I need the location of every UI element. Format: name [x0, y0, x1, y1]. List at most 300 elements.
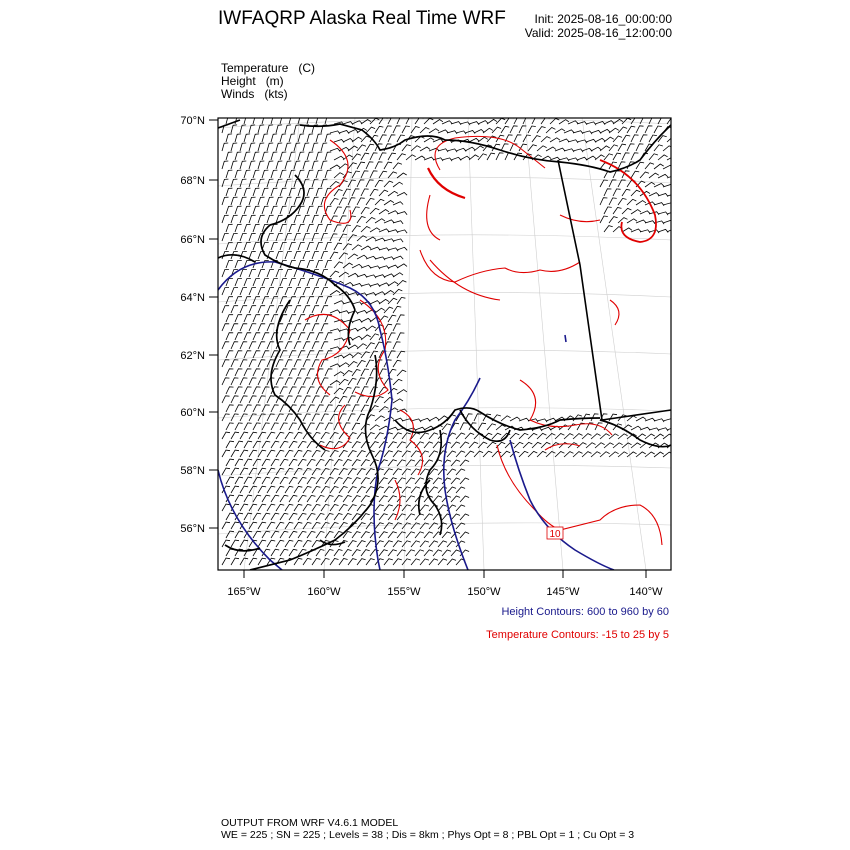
wind-barb	[262, 477, 270, 484]
wind-barb	[294, 522, 302, 529]
wind-barb	[226, 369, 233, 376]
wind-barb	[262, 495, 270, 502]
wind-barb	[222, 197, 229, 205]
wind-barb	[330, 329, 340, 332]
wind-barb	[289, 513, 297, 520]
wind-barb	[235, 279, 242, 286]
wind-barb	[375, 433, 384, 439]
wind-barb	[325, 550, 334, 557]
wind-barb	[325, 387, 333, 394]
lat-label: 66°N	[180, 234, 205, 246]
wind-barb	[474, 130, 484, 134]
wind-barb	[262, 206, 269, 214]
wind-barb	[366, 180, 374, 187]
wind-barb	[469, 122, 479, 125]
wind-barb	[370, 228, 380, 232]
wind-barb	[478, 154, 487, 160]
wind-barb	[276, 522, 284, 529]
wind-barb	[582, 148, 592, 151]
wind-barb	[343, 244, 352, 250]
wind-barb	[249, 522, 257, 529]
wind-barb	[330, 505, 339, 512]
wind-barb	[366, 378, 373, 385]
wind-barb	[285, 251, 292, 259]
wind-barb	[244, 351, 251, 358]
wind-barb	[303, 324, 310, 331]
wind-barb	[537, 451, 546, 457]
wind-barb	[334, 207, 342, 214]
wind-barb	[222, 215, 229, 223]
wind-barb	[339, 164, 349, 169]
wind-barb	[334, 550, 343, 557]
wind-barb	[348, 469, 357, 475]
wind-barb	[289, 315, 296, 322]
wind-barb	[321, 558, 330, 565]
wind-barb	[298, 351, 305, 358]
wind-barb	[316, 333, 323, 340]
wind-barb	[420, 541, 429, 547]
wind-barb	[366, 275, 376, 278]
wind-barb	[411, 146, 421, 151]
wind-barb	[460, 156, 470, 160]
wind-barb	[348, 505, 357, 511]
wind-barb	[361, 227, 370, 233]
wind-barb	[244, 405, 252, 412]
wind-barb	[258, 486, 266, 493]
wind-barb	[442, 121, 452, 124]
wind-barb	[361, 284, 371, 287]
wind-barb	[276, 288, 283, 295]
graticule	[218, 118, 671, 570]
wind-barb	[465, 147, 475, 151]
wind-barb	[352, 423, 360, 430]
wind-barb	[469, 155, 479, 160]
wind-barb	[393, 469, 402, 475]
wind-barb	[438, 541, 447, 547]
wind-barb	[271, 477, 279, 484]
wind-barb	[267, 432, 275, 439]
wind-barb	[352, 532, 361, 538]
wind-barb	[258, 306, 265, 313]
wind-barb	[222, 378, 229, 385]
wind-barb	[253, 242, 260, 250]
wind-barb	[244, 333, 251, 340]
wind-barb	[631, 210, 641, 214]
wind-barb	[667, 175, 677, 178]
wind-barb	[330, 347, 340, 350]
wind-barb	[402, 541, 411, 547]
wind-barb	[456, 433, 465, 439]
lat-label: 58°N	[180, 465, 205, 477]
wind-barb	[393, 289, 402, 295]
wind-barb	[406, 460, 415, 466]
wind-barb	[280, 441, 288, 448]
wind-barb	[487, 424, 496, 430]
wind-barb	[334, 173, 344, 178]
wind-barb	[240, 432, 248, 439]
wind-barb	[316, 261, 323, 269]
temperature-contours	[305, 136, 662, 545]
wind-barb	[465, 433, 474, 439]
wind-barb	[231, 143, 237, 151]
map-frame	[218, 118, 671, 570]
wind-barb	[406, 496, 415, 502]
wind-barb	[285, 270, 292, 278]
wind-barb	[343, 122, 353, 125]
wind-barb	[276, 540, 284, 547]
wind-barb	[393, 399, 403, 403]
wind-barb	[366, 198, 374, 205]
wind-barb	[573, 434, 583, 439]
wind-barb	[411, 127, 420, 134]
wind-barb	[379, 135, 387, 142]
wind-barb	[384, 487, 393, 493]
wind-barb	[393, 256, 403, 259]
wind-barb	[546, 452, 555, 458]
wind-barb	[604, 154, 613, 160]
wind-barb	[420, 523, 429, 529]
wind-barb	[271, 224, 278, 232]
wind-barb	[388, 172, 397, 178]
wind-barb	[285, 396, 293, 403]
wind-barb	[600, 452, 610, 457]
wind-barb	[262, 297, 269, 304]
wind-barb	[420, 147, 430, 151]
wind-barb	[330, 252, 338, 259]
wind-barb	[348, 487, 357, 493]
wind-barb	[312, 251, 319, 259]
wind-barb	[231, 306, 238, 313]
wind-barb	[249, 324, 256, 331]
wind-barbs	[222, 116, 677, 565]
wind-barb	[438, 433, 447, 439]
wind-barb	[316, 513, 324, 520]
wind-barb	[433, 158, 443, 161]
wind-barb	[366, 256, 376, 259]
wind-barb	[276, 197, 283, 205]
wind-barb	[231, 378, 238, 385]
wind-barb	[357, 505, 366, 511]
wind-barb	[375, 397, 384, 403]
lon-axis	[227, 570, 663, 598]
wind-barb	[285, 125, 291, 133]
wind-barb	[316, 116, 322, 124]
wind-barb	[325, 514, 334, 521]
wind-barb	[631, 171, 639, 178]
wind-barb	[604, 443, 614, 448]
wind-barb	[303, 558, 311, 565]
wind-barb	[276, 306, 283, 313]
wind-barb	[249, 396, 257, 403]
wind-barb	[631, 153, 638, 160]
wind-barb	[514, 135, 521, 142]
wind-barb	[640, 135, 647, 142]
wind-barb	[334, 372, 344, 376]
wind-barb	[276, 378, 283, 385]
wind-barb	[645, 126, 652, 133]
wind-barb	[271, 315, 278, 322]
wind-barb	[262, 441, 270, 448]
wind-barb	[276, 161, 282, 169]
wind-barb	[510, 433, 519, 439]
wind-barb	[501, 451, 510, 457]
wind-barb	[321, 251, 328, 259]
wind-barb	[231, 233, 238, 241]
wind-barb	[312, 450, 320, 457]
wind-barb	[397, 390, 407, 394]
wind-barb	[343, 423, 350, 430]
wind-barb	[222, 143, 228, 151]
wind-barb	[289, 242, 296, 250]
wind-barb	[316, 549, 324, 556]
wind-barb	[226, 188, 232, 196]
wind-barb	[415, 442, 424, 448]
wind-barb	[487, 119, 497, 124]
wind-barb	[438, 130, 448, 133]
wind-barb	[339, 198, 347, 205]
wind-barb	[361, 207, 369, 214]
wind-barb	[537, 127, 546, 133]
wind-barb	[645, 221, 655, 224]
wind-barb	[339, 253, 348, 259]
wind-barb	[609, 128, 619, 133]
wind-barb	[312, 540, 320, 547]
wind-barb	[289, 224, 296, 232]
wind-barb	[307, 405, 315, 412]
wind-barb	[343, 139, 353, 143]
wind-barb	[330, 523, 339, 530]
lat-label: 64°N	[180, 292, 205, 304]
wind-barb	[240, 233, 247, 241]
wind-barb	[289, 441, 297, 448]
wind-barb	[226, 333, 233, 340]
wind-barb	[555, 148, 565, 151]
wind-barb	[235, 224, 242, 232]
wind-barb	[339, 487, 348, 494]
wind-barb	[226, 459, 234, 466]
wind-barb	[397, 496, 406, 502]
wind-barb	[348, 235, 357, 241]
wind-barb	[226, 152, 232, 160]
plot-title: IWFAQRP Alaska Real Time WRF	[218, 8, 506, 29]
wind-barb	[388, 427, 398, 430]
wind-barb	[370, 189, 378, 196]
wind-barb	[312, 288, 319, 295]
wind-barb	[429, 148, 439, 151]
wind-barb	[321, 486, 330, 493]
wind-barb	[438, 505, 447, 511]
wind-barb	[388, 298, 397, 304]
wind-barb	[307, 206, 314, 214]
wind-barb	[568, 140, 578, 143]
wind-barb	[325, 423, 333, 430]
wind-barb	[456, 505, 465, 511]
wind-barb	[366, 469, 375, 475]
wind-barb	[658, 229, 668, 232]
wind-barb	[384, 257, 394, 260]
wind-barb	[357, 180, 364, 187]
wind-barb	[231, 450, 239, 457]
wind-barb	[469, 138, 479, 142]
wind-barb	[285, 486, 293, 493]
wind-barb	[298, 279, 305, 286]
wind-barb	[289, 333, 296, 340]
wind-barb	[447, 131, 457, 134]
wind-barb	[240, 179, 246, 187]
wind-barb	[280, 134, 286, 142]
wind-barb	[559, 158, 569, 161]
wind-barb	[366, 559, 375, 565]
wind-barb	[352, 284, 362, 287]
wind-barb	[388, 191, 398, 196]
wind-barb	[537, 146, 547, 151]
wind-barb	[285, 197, 292, 205]
wind-barb	[276, 486, 284, 493]
wind-barb	[546, 418, 556, 421]
wind-barb	[348, 254, 358, 259]
model-footer	[221, 817, 634, 841]
wind-barb	[420, 433, 429, 439]
wind-barb	[339, 559, 348, 566]
wind-barb	[285, 288, 292, 295]
wind-barb	[307, 297, 314, 304]
wind-barb	[388, 211, 398, 214]
wind-barb	[370, 425, 380, 430]
wind-barb	[231, 342, 238, 349]
wind-barb	[298, 242, 305, 250]
wind-barb	[496, 153, 504, 160]
wind-barb	[235, 351, 242, 358]
wind-barb	[231, 197, 238, 205]
wind-barb	[550, 157, 560, 160]
wind-barb	[285, 342, 292, 349]
wind-barb	[618, 434, 628, 439]
wind-barb	[397, 478, 406, 484]
wind-barb	[375, 238, 385, 241]
wind-barb	[240, 558, 248, 565]
wind-barb	[253, 279, 260, 286]
wind-barb	[483, 128, 493, 133]
wind-barb	[307, 188, 313, 196]
wind-barb	[654, 203, 664, 206]
wind-barb	[253, 152, 259, 160]
wind-barb	[397, 351, 405, 358]
wind-barb	[609, 198, 617, 205]
wind-barb	[451, 157, 461, 160]
wind-barb	[294, 143, 300, 151]
wind-barb	[267, 396, 275, 403]
variable-height: Height (m)	[221, 74, 284, 88]
wind-barb	[235, 405, 243, 412]
wind-barb	[379, 514, 388, 520]
wind-barb	[280, 224, 287, 232]
wind-barb	[334, 355, 344, 358]
wind-barb	[411, 559, 420, 565]
wind-barb	[654, 126, 662, 133]
wind-barb	[348, 293, 358, 296]
wind-barb	[271, 531, 279, 538]
wind-barb	[649, 193, 659, 196]
wind-barb	[555, 129, 565, 133]
wind-barb	[258, 197, 265, 205]
wind-barb	[429, 559, 438, 565]
wind-barb	[334, 478, 343, 485]
wind-barb	[379, 496, 388, 502]
wind-barb	[303, 342, 310, 349]
wind-barb	[312, 486, 320, 493]
wind-barb	[384, 307, 393, 313]
wind-barb	[460, 442, 469, 448]
wind-barb	[303, 414, 311, 421]
wind-barb	[636, 452, 646, 457]
wind-barb	[289, 531, 297, 538]
wind-barb	[532, 442, 541, 448]
wind-barb	[402, 505, 411, 511]
wind-barb	[348, 180, 356, 187]
wind-barb	[501, 126, 509, 133]
wind-barb	[280, 369, 287, 376]
wind-barb	[325, 297, 332, 304]
wind-barb	[388, 351, 396, 358]
wind-barb	[262, 423, 270, 430]
wind-barb	[235, 315, 242, 322]
wind-barb	[379, 248, 389, 251]
lat-label: 62°N	[180, 350, 205, 362]
wind-barb	[415, 532, 424, 538]
wind-barb	[298, 152, 304, 160]
wind-barb	[640, 211, 650, 214]
wind-barb	[366, 433, 375, 439]
wind-barb	[271, 279, 278, 286]
wind-barb	[267, 324, 274, 331]
wind-barb	[415, 478, 424, 484]
wind-barb	[654, 145, 663, 151]
wind-barb	[649, 428, 659, 431]
wind-barb	[582, 452, 592, 457]
wind-barb	[280, 531, 288, 538]
wind-barb	[316, 531, 324, 538]
wind-barb	[361, 405, 369, 412]
wind-barb	[384, 324, 392, 331]
wind-barb	[397, 297, 405, 304]
wind-barb	[384, 378, 392, 385]
wind-barb	[352, 121, 362, 124]
wind-barb	[330, 148, 340, 151]
wind-barb	[235, 242, 242, 250]
wind-barb	[258, 504, 266, 511]
wind-barb	[294, 396, 302, 403]
wind-barb	[604, 226, 613, 232]
wind-barb	[267, 197, 274, 205]
wind-barb	[312, 360, 319, 367]
wind-barb	[249, 360, 256, 367]
wind-barb	[231, 360, 238, 367]
wind-barb	[240, 450, 248, 457]
wind-barb	[357, 433, 366, 439]
wind-barb	[303, 360, 310, 367]
wind-barb	[240, 486, 248, 493]
wind-barb	[271, 513, 279, 520]
wind-barb	[397, 442, 406, 448]
wind-barb	[640, 230, 650, 233]
wind-barb	[316, 459, 324, 466]
wind-barb	[622, 208, 631, 214]
wind-barb	[613, 153, 621, 160]
wind-barb	[618, 144, 626, 151]
wind-barb	[298, 405, 306, 412]
wind-barb	[573, 452, 583, 457]
wind-barb	[447, 487, 456, 493]
